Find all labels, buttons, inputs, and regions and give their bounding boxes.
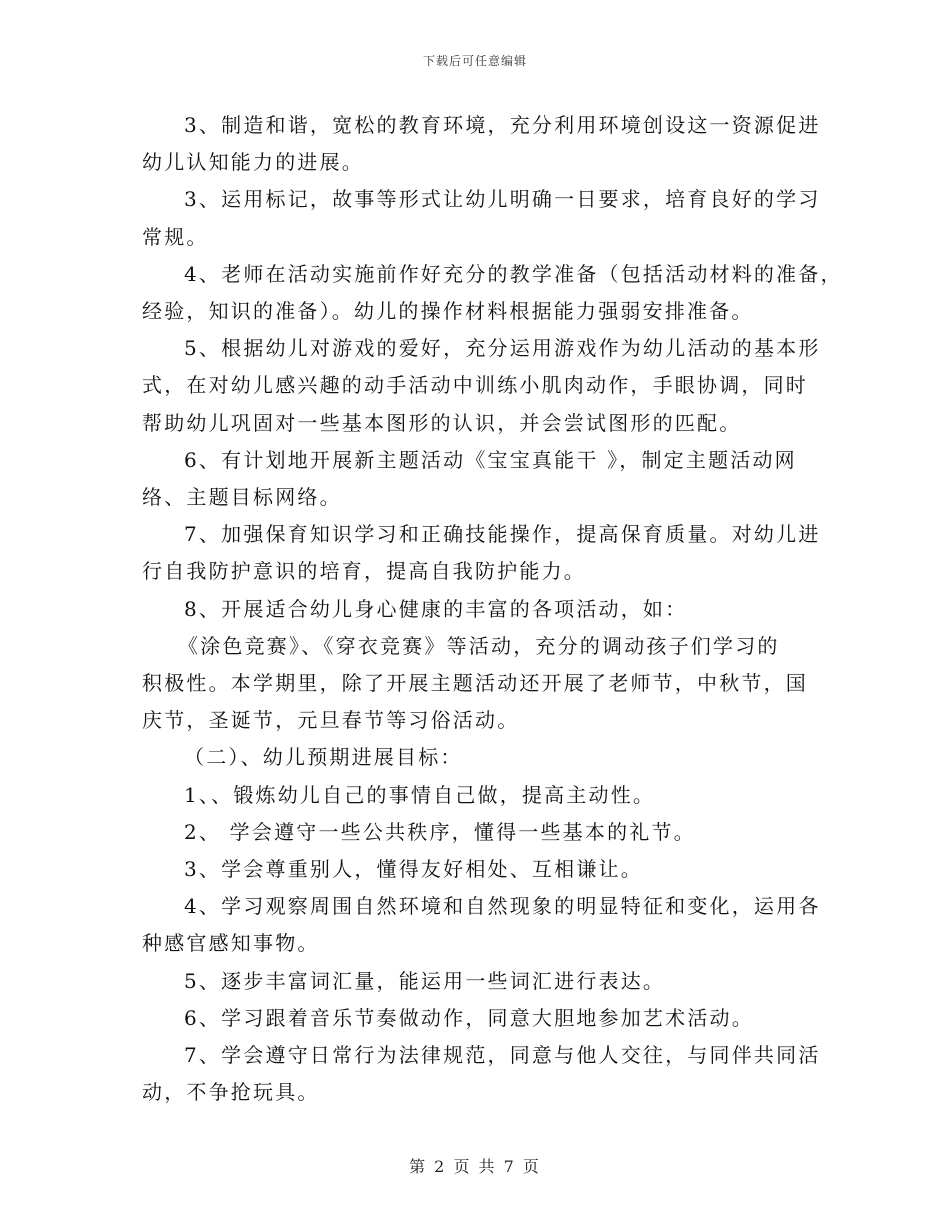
- section-heading: （二）、幼儿预期进展目标：: [184, 745, 463, 770]
- page-header: 下载后可任意编辑: [422, 54, 527, 68]
- paragraph-line: 种感官感知事物。: [142, 931, 320, 956]
- paragraph-line: 幼儿认知能力的进展。: [142, 150, 364, 175]
- paragraph-line: 6、学习跟着音乐节奏做动作，同意大胆地参加艺术活动。: [184, 1005, 754, 1030]
- paragraph-line: 4、学习观察周围自然环境和自然现象的明显特征和变化，运用各: [184, 894, 821, 919]
- paragraph-line: 3、学会尊重别人，懂得友好相处、互相谦让。: [184, 857, 643, 882]
- paragraph-line: 3、制造和谐，宽松的教育环境，充分利用环境创设这一资源促进: [184, 113, 821, 137]
- paragraph-line: 7、加强保育知识学习和正确技能操作，提高保育质量。对幼儿进: [184, 522, 821, 547]
- paragraph-line: 5、逐步丰富词汇量，能运用一些词汇进行表达。: [184, 968, 666, 993]
- paragraph-line: 1、、锻炼幼儿自己的事情自己做，提高主动性。: [184, 782, 656, 807]
- paragraph-line: 3、运用标记，故事等形式让幼儿明确一日要求，培育良好的学习: [184, 187, 821, 212]
- document-body: [142, 107, 843, 1111]
- paragraph-line: 2、 学会遵守一些公共秩序，懂得一些基本的礼节。: [184, 819, 696, 844]
- paragraph-line: 络、主题目标网络。: [142, 485, 342, 510]
- paragraph-line: 庆节，圣诞节，元旦春节等习俗活动。: [142, 708, 520, 733]
- paragraph-line: 帮助幼儿巩固对一些基本图形的认识，并会尝试图形的匹配。: [142, 410, 742, 435]
- paragraph-line: 动，不争抢玩具。: [142, 1080, 320, 1105]
- paragraph-line: 《涂色竞赛》、《穿衣竞赛》等活动，充分的调动孩子们学习的: [178, 633, 780, 658]
- paragraph-line: 经验，知识的准备）。幼儿的操作材料根据能力强弱安排准备。: [142, 299, 754, 324]
- paragraph-line: 式，在对幼儿感兴趣的动手活动中训练小肌肉动作，手眼协调，同时: [142, 373, 808, 398]
- paragraph-line: 积极性。本学期里，除了开展主题活动还开展了老师节，中秋节，国: [142, 671, 808, 696]
- paragraph-line: 7、学会遵守日常行为法律规范，同意与他人交往，与同伴共同活: [184, 1043, 821, 1068]
- paragraph-line: 8、开展适合幼儿身心健康的丰富的各项活动，如：: [184, 596, 688, 621]
- paragraph-line: 常规。: [142, 224, 209, 249]
- paragraph-line: 6、有计划地开展新主题活动《宝宝真能干 》，制定主题活动网: [184, 447, 797, 472]
- paragraph-line: 行自我防护意识的培育，提高自我防护能力。: [142, 559, 586, 584]
- paragraph-line: 4、老师在活动实施前作好充分的教学准备（包括活动材料的准备，: [184, 261, 843, 286]
- page-number: 第 2 页 共 7 页: [409, 1157, 541, 1176]
- paragraph-line: 5、根据幼儿对游戏的爱好，充分运用游戏作为幼儿活动的基本形: [184, 336, 821, 361]
